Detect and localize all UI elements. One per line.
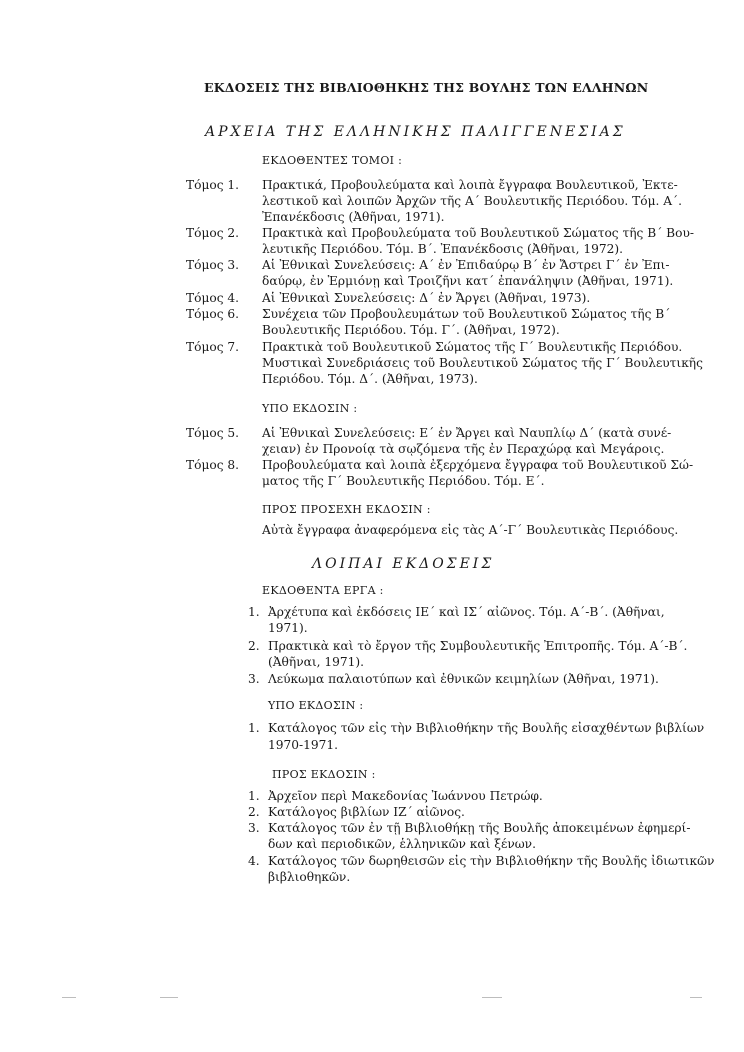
scan-mark (62, 997, 76, 998)
scan-mark (160, 997, 178, 998)
item-text-line: Κατάλογος τῶν δωρηθεισῶν εἰς τὴν Βιβλιοθήκην τῆς Βουλῆς ἰδιωτικῶν (268, 854, 715, 868)
volume-label: Τόμος 4. (186, 291, 240, 305)
others-heading: ΛΟΙΠΑΙ ΕΚΔΟΣΕΙΣ (312, 556, 495, 572)
item-text-line: Ἀρχεῖον περὶ Μακεδονίας Ἰωάννου Πετρώφ. (268, 789, 543, 803)
volume-text-line: Πρακτικά, Προβουλεύματα καὶ λοιπὰ ἔγγραφα Βουλευτικοῦ, Ἐκτε- (262, 178, 678, 192)
volume-text-line: Ἐπανέκδοσις (Ἀθῆναι, 1971). (262, 210, 445, 224)
item-number: 4. (248, 854, 260, 868)
volume-label: Τόμος 3. (186, 258, 240, 272)
volume-label: Τόμος 2. (186, 226, 240, 240)
volume-text-line: Αἱ Ἐθνικαὶ Συνελεύσεις: Δ΄ ἐν Ἄργει (Ἀθῆναι, 1973). (262, 291, 591, 305)
archives-published-label: ΕΚΔΟΘΕΝΤΕΣ ΤΟΜΟΙ : (262, 154, 403, 167)
volume-text-line: ματος τῆς Γ΄ Βουλευτικῆς Περιόδου. Τόμ. Ε΄. (262, 474, 545, 488)
volume-label: Τόμος 6. (186, 307, 240, 321)
item-number: 3. (248, 821, 260, 835)
volume-text-line: δαύρῳ, ἐν Ἑρμιόνῃ καὶ Τροιζῆνι κατ΄ ἐπανάληψιν (Ἀθῆναι, 1971). (262, 274, 674, 288)
volume-text-line: λεστικοῦ καὶ λοιπῶν Ἀρχῶν τῆς Α΄ Βουλευτικῆς Περιόδου. Τόμ. Α΄. (262, 194, 683, 208)
item-text-line: 1971). (268, 621, 308, 635)
volume-text-line: Αἱ Ἐθνικαὶ Συνελεύσεις: Ε΄ ἐν Ἄργει καὶ Ναυπλίῳ Δ΄ (κατὰ συνέ- (262, 426, 672, 440)
volume-label: Τόμος 5. (186, 426, 240, 440)
item-number: 2. (248, 805, 260, 819)
item-text-line: βιβλιοθηκῶν. (268, 870, 351, 884)
volume-text-line: Βουλευτικῆς Περιόδου. Τόμ. Γ΄. (Ἀθῆναι, 1972). (262, 323, 560, 337)
others-published-label: ΕΚΔΟΘΕΝΤΑ ΕΡΓΑ : (262, 584, 384, 597)
volume-text-line: χειαν) ἐν Πρoνοίᾳ τὰ σῳζόμενα τῆς ἐν Περαχώρᾳ καὶ Μεγάροις. (262, 442, 665, 456)
item-number: 1. (248, 789, 260, 803)
item-number: 1. (248, 605, 260, 619)
item-text-line: δων καὶ περιοδικῶν, ἑλληνικῶν καὶ ξένων. (268, 837, 536, 851)
volume-text-line: Αἱ Ἐθνικαὶ Συνελεύσεις: Α΄ ἐν Ἐπιδαύρῳ Β΄ ἐν Ἄστρει Γ΄ ἐν Ἐπι- (262, 258, 670, 272)
volume-text-line: Περιόδου. Τόμ. Δ΄. (Ἀθῆναι, 1973). (262, 372, 478, 386)
archives-upcoming-label: ΠΡΟΣ ΠΡΟΣΕΧΗ ΕΚΔΟΣΙΝ : (262, 503, 431, 516)
volume-label: Τόμος 1. (186, 178, 240, 192)
item-number: 2. (248, 639, 260, 653)
volume-text-line: Πρακτικὰ καὶ Προβουλεύματα τοῦ Βουλευτικοῦ Σώματος τῆς Β΄ Βου- (262, 226, 694, 240)
page-title: ΕΚΔΟΣΕΙΣ ΤΗΣ ΒΙΒΛΙΟΘΗΚΗΣ ΤΗΣ ΒΟΥΛΗΣ ΤΩΝ ΕΛΛΗΝΩΝ (204, 80, 649, 95)
volume-text-line: Πρακτικὰ τοῦ Βουλευτικοῦ Σώματος τῆς Γ΄ Βουλευτικῆς Περιόδου. (262, 340, 683, 354)
item-text-line: Κατάλογος τῶν εἰς τὴν Βιβλιοθήκην τῆς Βουλῆς εἰσαχθέντων βιβλίων (268, 721, 705, 735)
volume-text-line: Συνέχεια τῶν Προβουλευμάτων τοῦ Βουλευτικοῦ Σώματος τῆς Β΄ (262, 307, 671, 321)
item-number: 1. (248, 721, 260, 735)
archives-in-press-label: ΥΠΟ ΕΚΔΟΣΙΝ : (262, 402, 358, 415)
item-number: 3. (248, 672, 260, 686)
archives-upcoming-text: Αὐτὰ ἔγγραφα ἀναφερόμενα εἰς τὰς Α΄-Γ΄ Βουλευτικὰς Περιόδους. (262, 523, 679, 537)
item-text-line: Κατάλογος τῶν ἐν τῇ Βιβλιοθήκῃ τῆς Βουλῆς ἀποκειμένων ἐφημερί- (268, 821, 691, 835)
archives-heading: ΑΡΧΕΙΑ ΤΗΣ ΕΛΛΗΝΙΚΗΣ ΠΑΛΙΓΓΕΝΕΣΙΑΣ (205, 124, 626, 140)
volume-text-line: Προβουλεύματα καὶ λοιπὰ ἐξερχόμενα ἔγγραφα τοῦ Βουλευτικοῦ Σώ- (262, 458, 694, 472)
scan-mark (482, 997, 502, 998)
item-text-line: 1970-1971. (268, 738, 339, 752)
others-in-press-label: ΥΠΟ ΕΚΔΟΣΙΝ : (268, 699, 364, 712)
item-text-line: Κατάλογος βιβλίων ΙΖ΄ αἰῶνος. (268, 805, 465, 819)
item-text-line: Ἀρχέτυπα καὶ ἐκδόσεις ΙΕ΄ καὶ ΙΣ΄ αἰῶνος. Τόμ. Α΄-Β΄. (Ἀθῆναι, (268, 605, 665, 619)
volume-label: Τόμος 8. (186, 458, 240, 472)
item-text-line: Πρακτικὰ καὶ τὸ ἔργον τῆς Συμβουλευτικῆς Ἐπιτροπῆς. Τόμ. Α΄-Β΄. (268, 639, 688, 653)
volume-text-line: Μυστικαὶ Συνεδριάσεις τοῦ Βουλευτικοῦ Σώματος τῆς Γ΄ Βουλευτικῆς (262, 356, 703, 370)
volume-label: Τόμος 7. (186, 340, 240, 354)
volume-text-line: λευτικῆς Περιόδου. Τόμ. Β΄. Ἐπανέκδοσις (Ἀθῆναι, 1972). (262, 242, 624, 256)
scan-mark (690, 997, 702, 998)
others-upcoming-label: ΠΡΟΣ ΕΚΔΟΣΙΝ : (272, 768, 376, 781)
item-text-line: Λεύκωμα παλαιοτύπων καὶ ἐθνικῶν κειμηλίων (Ἀθῆναι, 1971). (268, 672, 659, 686)
item-text-line: (Ἀθῆναι, 1971). (268, 655, 365, 669)
